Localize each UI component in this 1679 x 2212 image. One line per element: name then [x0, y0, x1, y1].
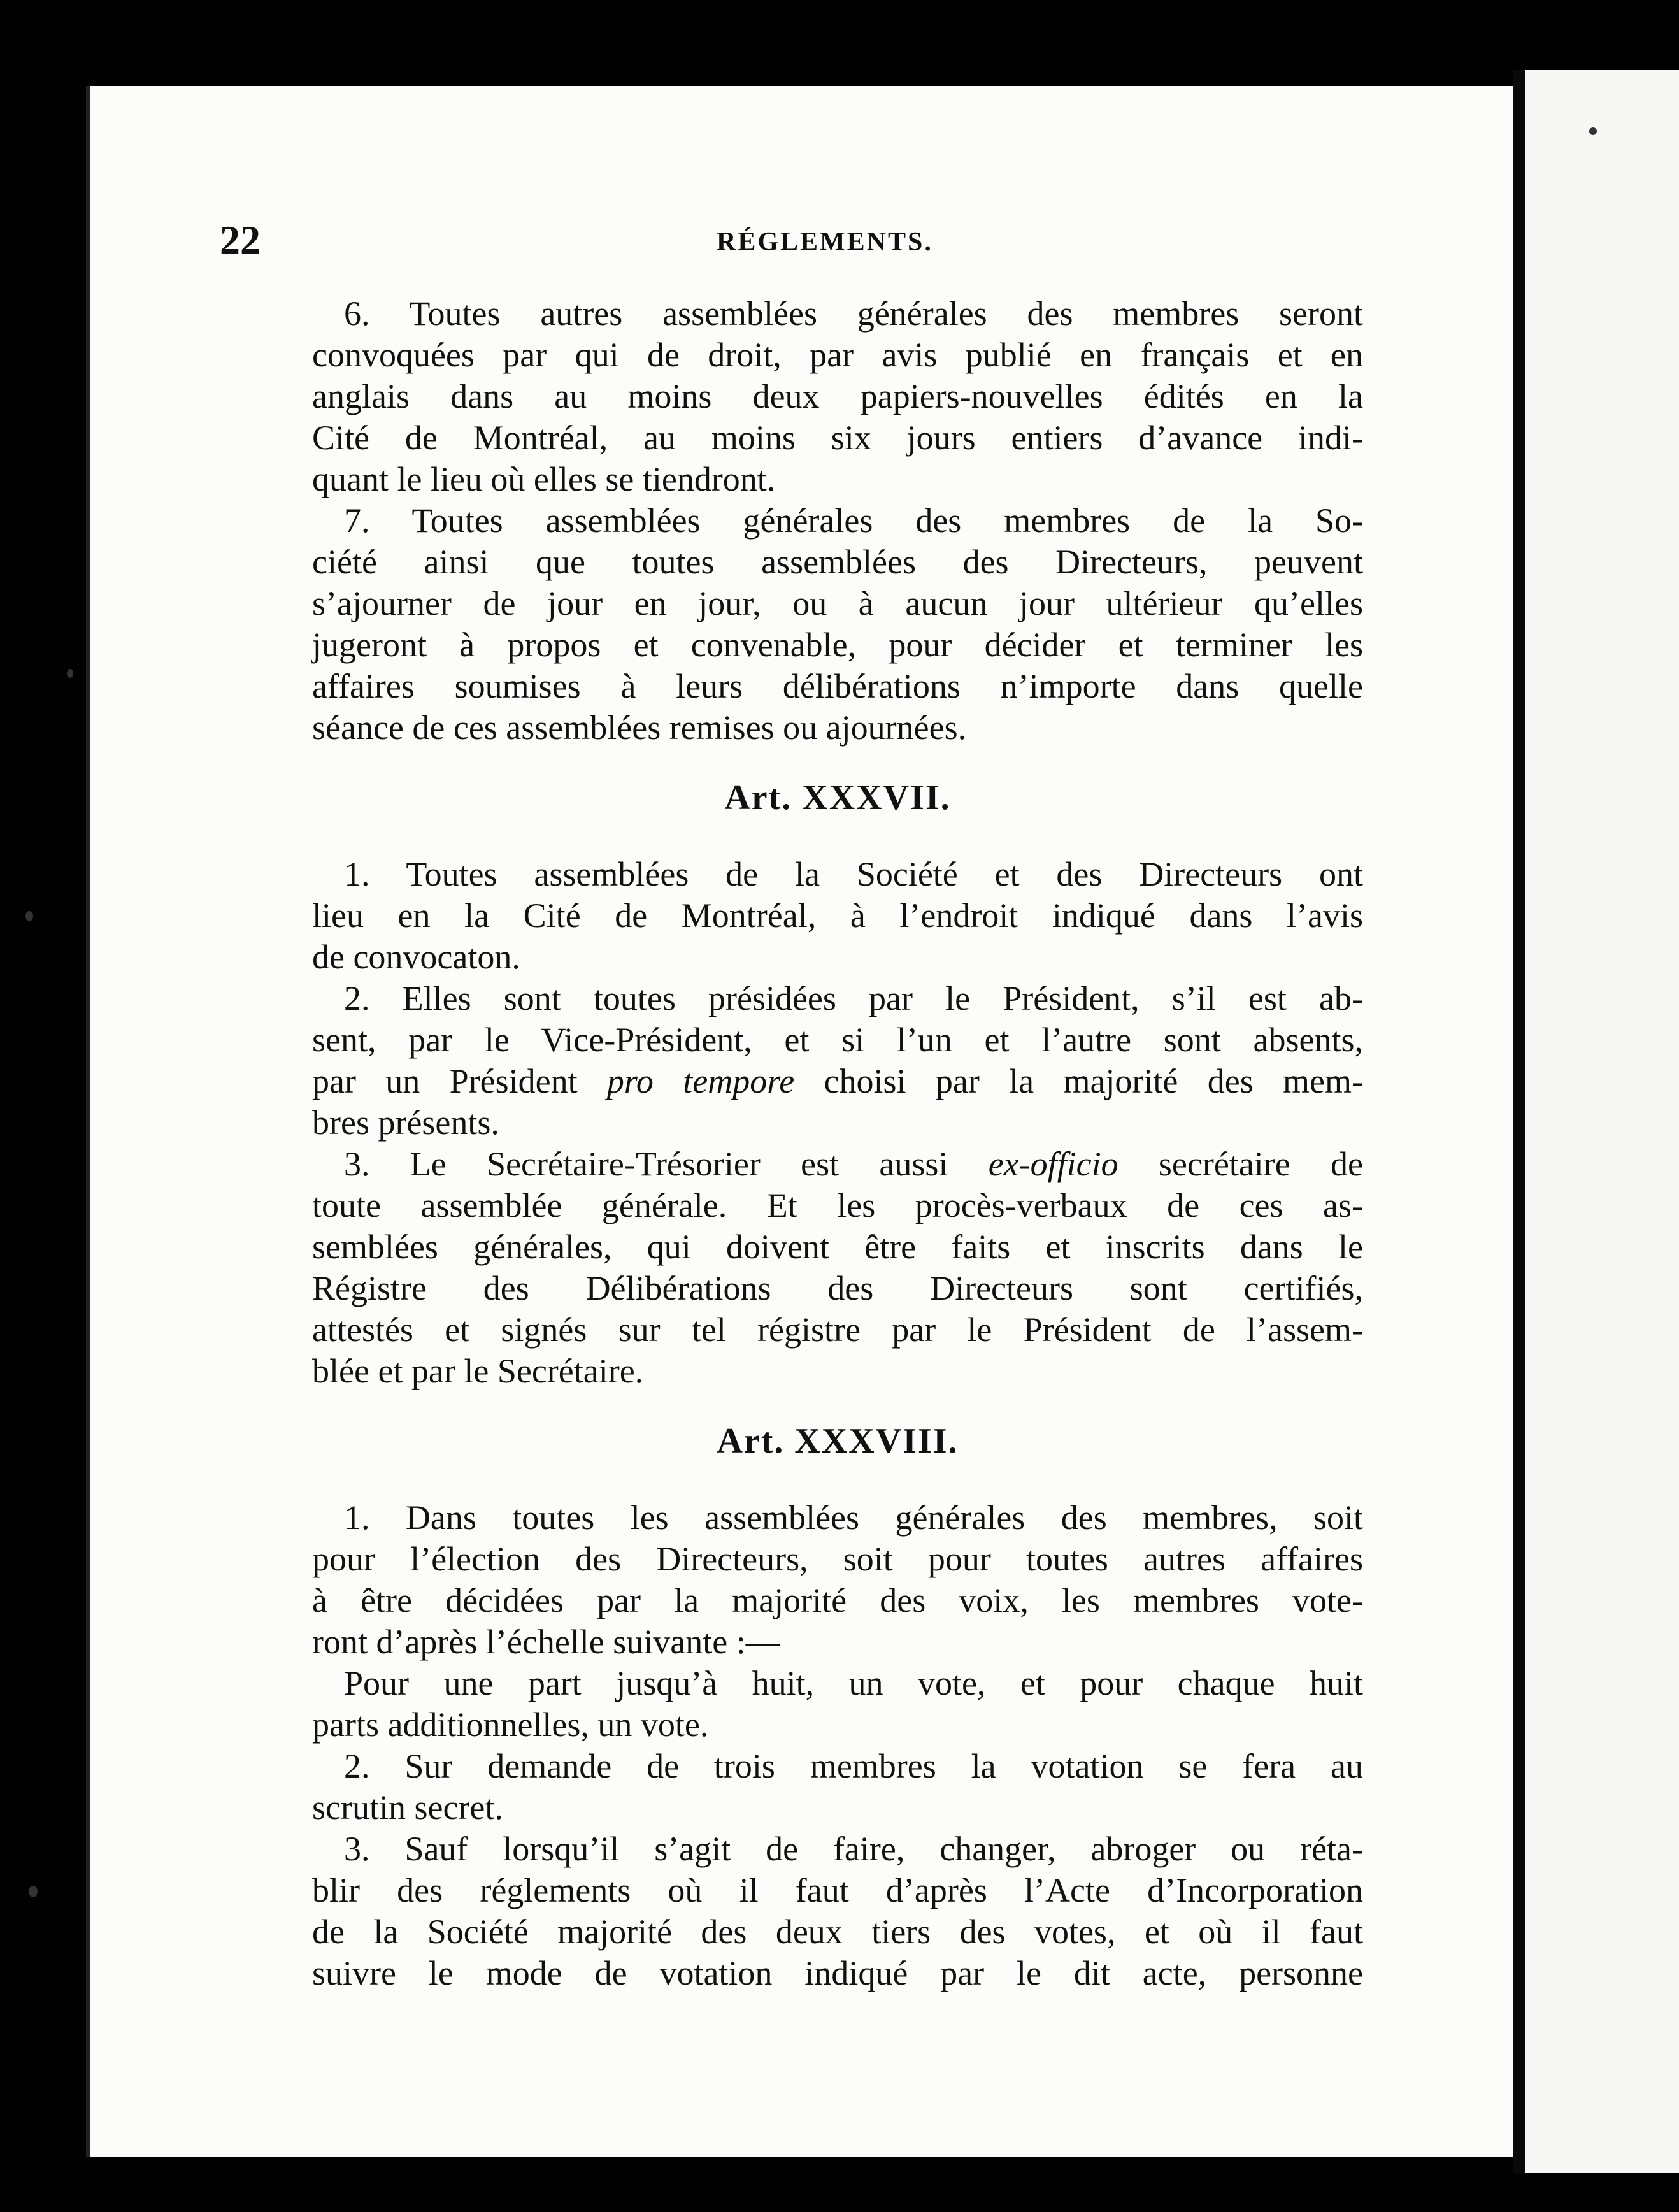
text-line: Cité de Montréal, au moins six jours entiers d’avance indi- [312, 419, 1363, 457]
article-36-continuation [312, 293, 1363, 749]
text-line: parts additionnelles, un vote. [312, 1706, 709, 1744]
facing-page-edge [1525, 70, 1679, 2172]
text-line: scrutin secret. [312, 1788, 503, 1827]
text-line: 3. Sauf lorsqu’il s’agit de faire, changer, abroger ou réta- [344, 1830, 1363, 1868]
text-line: de convocaton. [312, 938, 520, 976]
italic-term: ex-officio [988, 1145, 1118, 1183]
text-line: ront d’après l’échelle suivante :— [312, 1623, 780, 1661]
text-line: quant le lieu où elles se tiendront. [312, 460, 776, 498]
scan-speck [29, 1886, 38, 1897]
text-line: 7. Toutes assemblées générales des membres de la So- [344, 501, 1363, 540]
text-line: 1. Toutes assemblées de la Société et des Directeurs ont [344, 855, 1363, 893]
text-line: jugeront à propos et convenable, pour décider et terminer les [312, 626, 1363, 664]
scan-speck [67, 669, 73, 678]
text-line: s’ajourner de jour en jour, ou à aucun jour ultérieur qu’elles [312, 584, 1363, 622]
scan-speck [25, 911, 33, 921]
article-heading-38 [312, 1421, 1363, 1462]
text-line: 2. Sur demande de trois membres la votation se fera au [344, 1747, 1363, 1785]
text-line: 2. Elles sont toutes présidées par le Président, s’il est ab- [344, 979, 1363, 1017]
book-spine [1513, 70, 1525, 2172]
text-line: séance de ces assemblées remises ou ajournées. [312, 708, 967, 747]
scan-speck [1589, 127, 1597, 135]
heading-number: . XXXVIII. [774, 1421, 959, 1461]
text-line: blée et par le Secrétaire. [312, 1352, 644, 1390]
page-header [220, 217, 1360, 274]
text-line: de la Société majorité des deux tiers des votes, et où il faut [312, 1913, 1363, 1951]
text-line: 6. Toutes autres assemblées générales des membres seront [344, 294, 1363, 333]
heading-prefix: Art [717, 1421, 775, 1461]
text-run: par un Président [312, 1062, 607, 1100]
text-line: affaires soumises à leurs délibérations n’importe dans quelle [312, 667, 1363, 705]
text-line: anglais dans au moins deux papiers-nouvelles édités en la [312, 377, 1363, 415]
page-number: 22 [220, 217, 261, 262]
text-line: sent, par le Vice-Président, et si l’un et l’autre sont absents, [312, 1021, 1363, 1059]
text-line: toute assemblée générale. Et les procès-verbaux de ces as- [312, 1186, 1363, 1224]
text-run: 3. Le Secrétaire-Trésorier est aussi [344, 1145, 989, 1183]
text-line: convoquées par qui de droit, par avis publié en français et en [312, 336, 1363, 374]
text-run: secrétaire de [1118, 1145, 1364, 1183]
text-line: suivre le mode de votation indiqué par le dit acte, personne [312, 1954, 1363, 1992]
text-line: pour l’élection des Directeurs, soit pour toutes autres affaires [312, 1540, 1363, 1578]
text-line: attestés et signés sur tel régistre par le Président de l’assem- [312, 1311, 1363, 1349]
italic-term: pro tempore [606, 1062, 795, 1100]
heading-prefix: Art [724, 778, 782, 817]
running-title: RÉGLEMENTS. [717, 227, 933, 257]
text-line: 1. Dans toutes les assemblées générales des membres, soit [344, 1498, 1363, 1537]
text-line: ciété ainsi que toutes assemblées des Directeurs, peuvent [312, 543, 1363, 581]
text-line: à être décidées par la majorité des voix, les membres vote- [312, 1581, 1363, 1620]
article-heading-37 [312, 777, 1363, 819]
text-line: lieu en la Cité de Montréal, à l’endroit indiqué dans l’avis [312, 896, 1363, 935]
page-body [312, 293, 1363, 1994]
text-line: bres présents. [312, 1103, 499, 1142]
text-line: Pour une part jusqu’à huit, un vote, et pour chaque huit [344, 1664, 1363, 1702]
article-37 [312, 854, 1363, 1392]
text-line: blir des réglements où il faut d’après l’Acte d’Incorporation [312, 1871, 1363, 1909]
article-38 [312, 1497, 1363, 1994]
text-run: choisi par la majorité des mem- [794, 1062, 1363, 1100]
text-line [312, 1061, 1363, 1102]
text-line: semblées générales, qui doivent être faits et inscrits dans le [312, 1228, 1363, 1266]
text-line: Régistre des Délibérations des Directeurs sont certifiés, [312, 1269, 1363, 1307]
text-line [312, 1144, 1363, 1185]
heading-number: . XXXVII. [782, 778, 951, 817]
